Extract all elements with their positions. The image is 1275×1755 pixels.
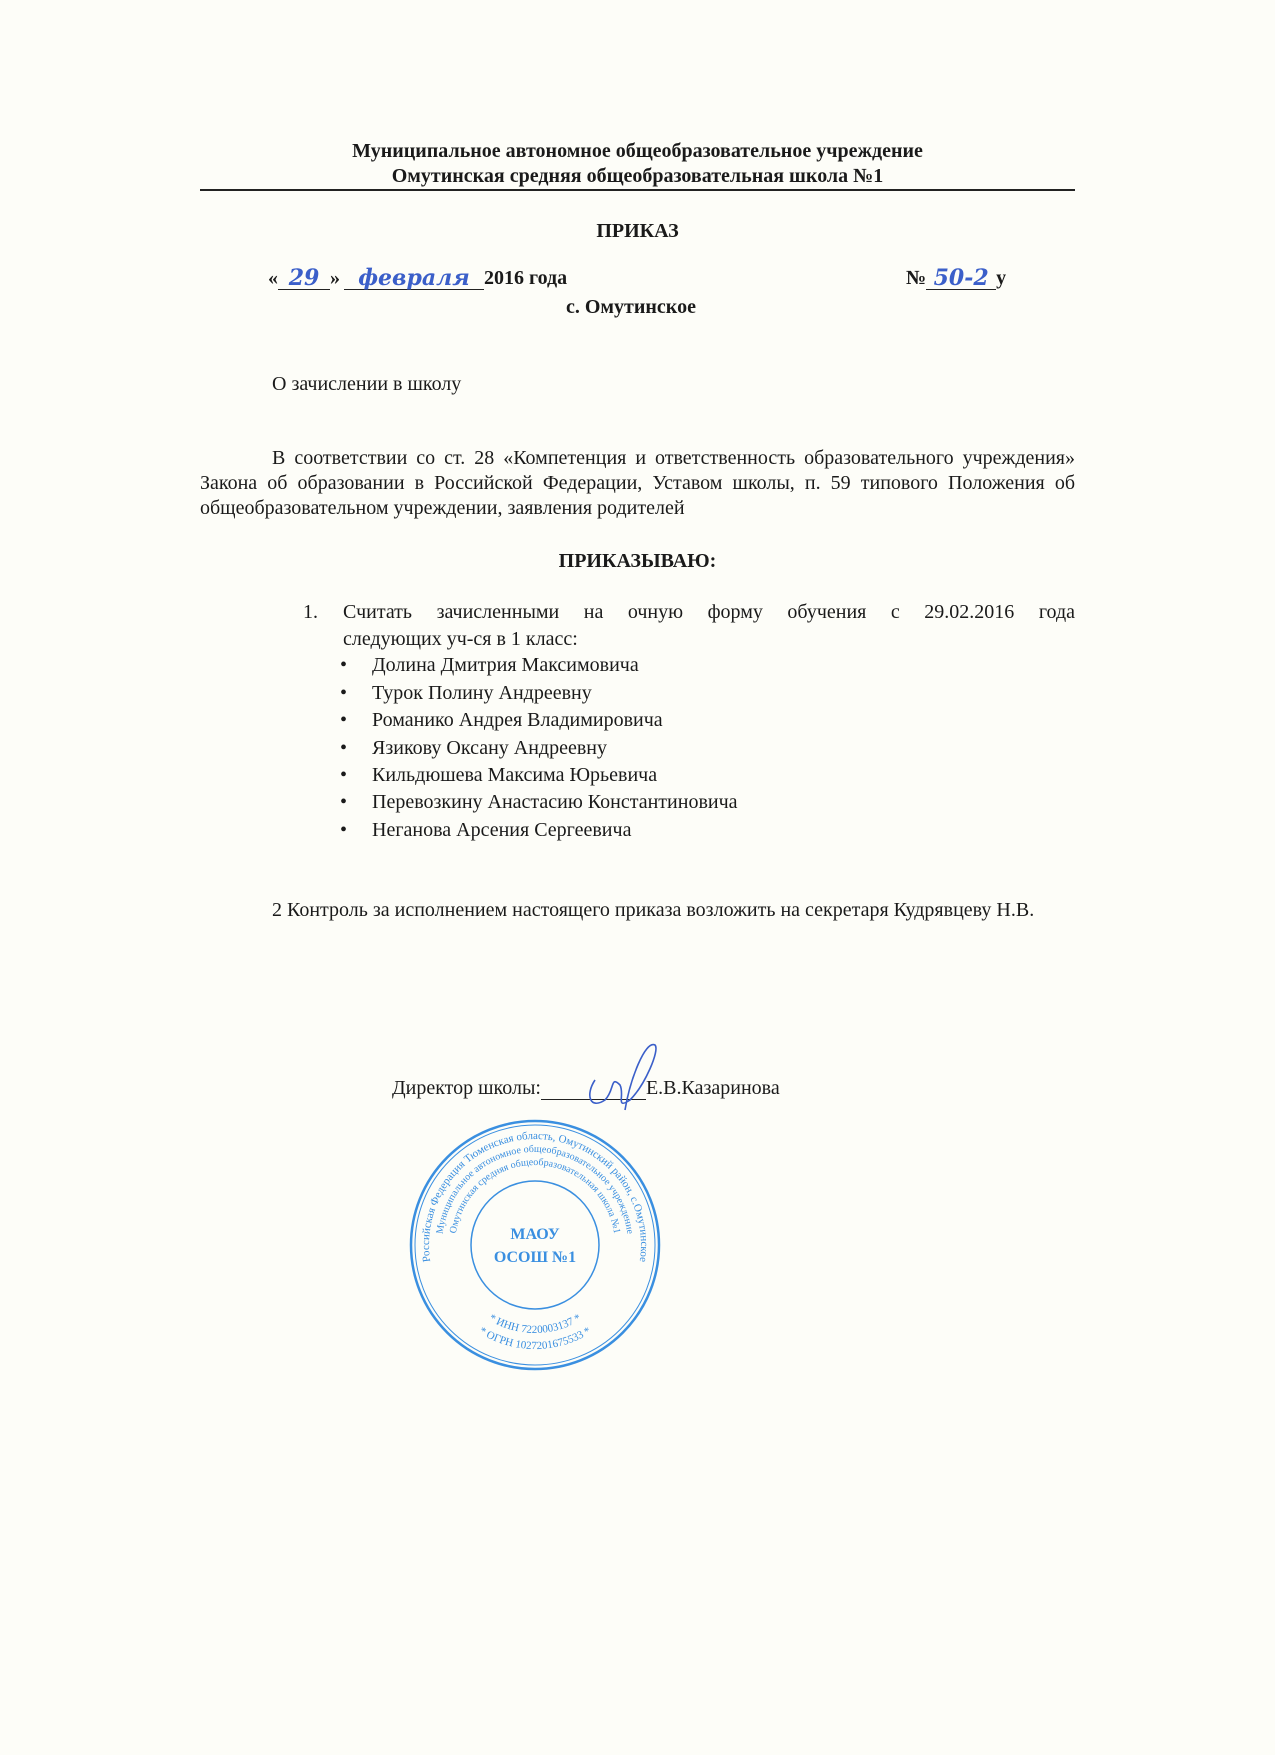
header-rule	[200, 189, 1075, 191]
place: с. Омутинское	[566, 296, 696, 318]
list-item: Язикову Оксану Андреевну	[372, 737, 607, 759]
signature-label: Директор школы:	[392, 1077, 541, 1099]
list-item: Турок Полину Андреевну	[372, 682, 592, 704]
item2: 2 Контроль за исполнением настоящего приказа возложить на секретаря Кудрявцеву Н.В.	[272, 899, 1035, 921]
date-open-quote: «	[268, 267, 278, 289]
list-item: Долина Дмитрия Максимовича	[372, 654, 639, 676]
date-month: февраля	[358, 265, 470, 291]
order-number-value: 50-2	[933, 265, 989, 291]
bullet-icon: •	[340, 654, 348, 676]
school-stamp	[405, 1115, 665, 1375]
stamp-ogrn: * ОГРН 1027201675533 *	[477, 1324, 593, 1353]
signatory-name: Е.В.Казаринова	[645, 1077, 780, 1099]
stamp-outer-text: Российская Федерация Тюменская область, Омутинский район, с.Омутинское	[419, 1129, 651, 1263]
stamp-center-line2: ОСОШ №1	[493, 1249, 577, 1266]
subject: О зачислении в школу	[272, 373, 462, 395]
item1-line1: Считать зачисленными на очную форму обучения с 29.02.2016 года	[343, 601, 1075, 623]
bullet-icon: •	[340, 737, 348, 759]
document-title: ПРИКАЗ	[596, 220, 679, 242]
item1-line2: следующих уч-ся в 1 класс:	[343, 628, 578, 650]
order-word: ПРИКАЗЫВАЮ:	[558, 550, 717, 572]
list-item: Неганова Арсения Сергеевича	[372, 819, 632, 841]
date-day: 29	[288, 265, 320, 291]
number-suffix: у	[996, 267, 1007, 289]
bullet-icon: •	[340, 819, 348, 841]
stamp-inner-text: Омутинская средняя общеобразовательная школа №1	[447, 1157, 623, 1235]
bullet-icon: •	[340, 709, 348, 731]
stamp-middle-text: Муниципальное автономное общеобразовательное учреждение	[434, 1143, 636, 1235]
date-line	[268, 265, 567, 290]
preamble: В соответствии со ст. 28 «Компетенция и ответственность образовательного учреждения» Закона об образовании в Российской Федерации, Уставом школы, п. 59 типового Положения об общеобразовательном учреждении, заявления родителей	[200, 447, 1075, 519]
stamp-center-line1: МАОУ	[510, 1226, 560, 1243]
list-item: Романико Андрея Владимировича	[372, 709, 663, 731]
handwritten-signature	[575, 1040, 675, 1120]
bullet-icon: •	[340, 791, 348, 813]
stamp-inn: * ИНН 7220003137 *	[486, 1311, 584, 1336]
item1-number: 1.	[303, 601, 318, 623]
order-number	[906, 265, 1006, 290]
list-item: Перевозкину Анастасию Константиновича	[372, 791, 738, 813]
org-name-line2: Омутинская средняя общеобразовательная школа №1	[391, 165, 884, 187]
org-name-line1: Муниципальное автономное общеобразовательное учреждение	[352, 140, 923, 162]
date-close-quote: »	[330, 267, 340, 289]
date-year: 2016 года	[484, 267, 568, 289]
list-item: Кильдюшева Максима Юрьевича	[372, 764, 658, 786]
number-sign: №	[906, 267, 927, 289]
bullet-icon: •	[340, 682, 348, 704]
bullet-icon: •	[340, 764, 348, 786]
